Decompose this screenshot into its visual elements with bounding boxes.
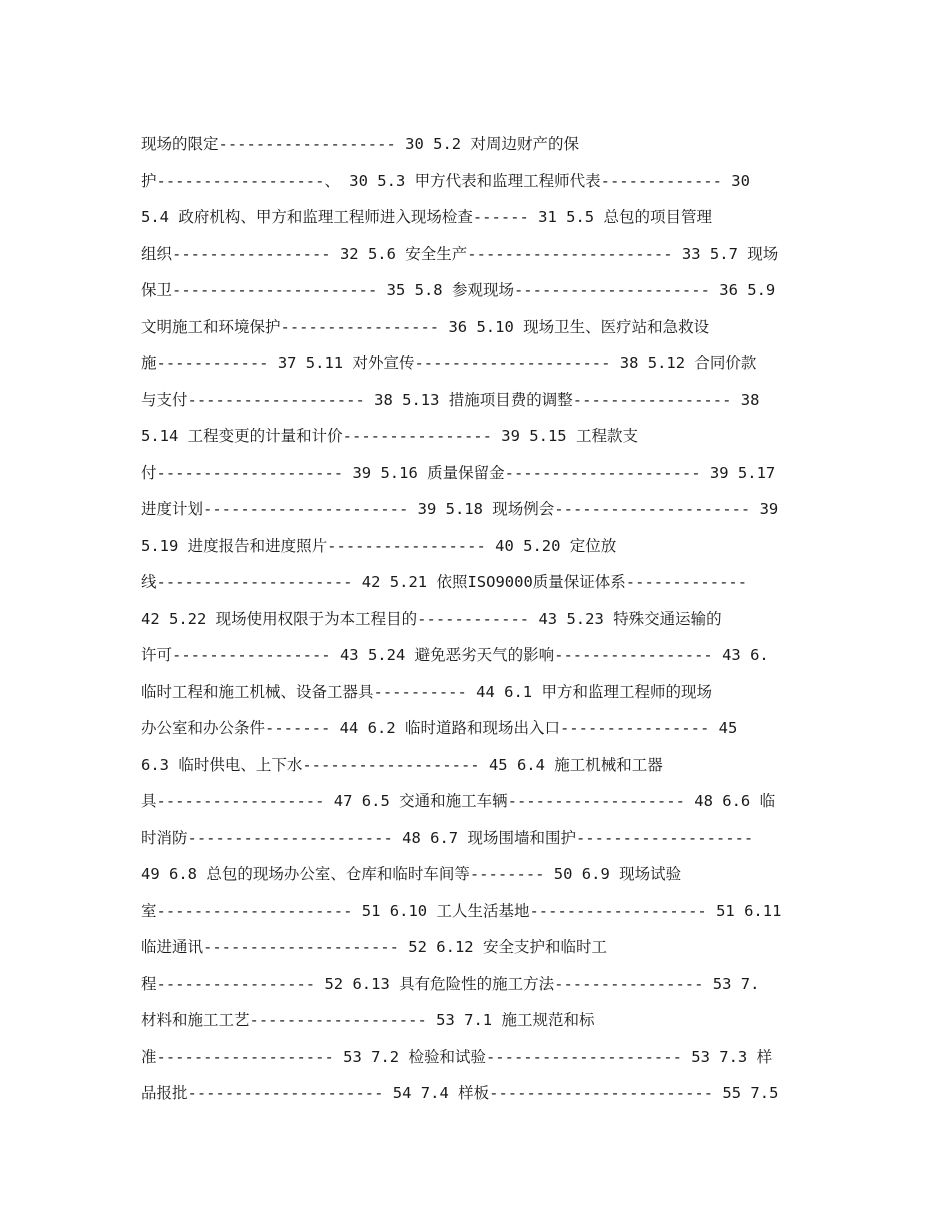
toc-line: 付-------------------- 39 5.16 质量保留金--------------------- 39 5.17 bbox=[141, 463, 776, 482]
toc-line: 42 5.22 现场使用权限于为本工程目的------------ 43 5.23 特殊交通运输的 bbox=[141, 609, 722, 628]
toc-line: 临时工程和施工机械、设备工器具---------- 44 6.1 甲方和监理工程师的现场 bbox=[141, 682, 712, 701]
toc-line: 具------------------ 47 6.5 交通和施工车辆------------------- 48 6.6 临 bbox=[141, 792, 776, 810]
toc-line: 进度计划---------------------- 39 5.18 现场例会--------------------- 39 bbox=[141, 500, 779, 518]
toc-line: 室--------------------- 51 6.10 工人生活基地------------------- 51 6.11 bbox=[141, 901, 782, 920]
toc-line: 许可----------------- 43 5.24 避免恶劣天气的影响----------------- 43 6. bbox=[141, 646, 769, 664]
toc-line: 5.19 进度报告和进度照片----------------- 40 5.20 定位放 bbox=[141, 536, 617, 555]
toc-line: 准------------------- 53 7.2 检验和试验--------------------- 53 7.3 样 bbox=[141, 1047, 773, 1066]
toc-line: 时消防---------------------- 48 6.7 现场围墙和围护------------------- bbox=[141, 828, 754, 847]
toc-line: 保卫---------------------- 35 5.8 参观现场--------------------- 36 5.9 bbox=[141, 281, 776, 299]
toc-line: 材料和施工工艺------------------- 53 7.1 施工规范和标 bbox=[141, 1011, 595, 1029]
toc-line: 线--------------------- 42 5.21 依照ISO9000质量保证体系------------- bbox=[141, 573, 748, 591]
toc-line: 护------------------、 30 5.3 甲方代表和监理工程师代表------------- 30 bbox=[141, 171, 750, 190]
toc-line: 5.14 工程变更的计量和计价---------------- 39 5.15 工程款支 bbox=[141, 427, 638, 445]
toc-line: 文明施工和环境保护----------------- 36 5.10 现场卫生、医疗站和急救设 bbox=[141, 317, 710, 336]
toc-line: 品报批--------------------- 54 7.4 样板------------------------ 55 7.5 bbox=[141, 1084, 779, 1102]
toc-line: 程----------------- 52 6.13 具有危险性的施工方法---------------- 53 7. bbox=[141, 974, 760, 993]
toc-line: 办公室和办公条件------- 44 6.2 临时道路和现场出入口---------------- 45 bbox=[141, 719, 738, 737]
toc-line: 临进通讯--------------------- 52 6.12 安全支护和临时工 bbox=[141, 938, 607, 956]
toc-line: 组织----------------- 32 5.6 安全生产---------------------- 33 5.7 现场 bbox=[141, 244, 779, 263]
toc-line: 现场的限定------------------- 30 5.2 对周边财产的保 bbox=[141, 135, 579, 153]
toc-line: 5.4 政府机构、甲方和监理工程师进入现场检查------ 31 5.5 总包的项目管理 bbox=[141, 208, 712, 226]
toc-line: 与支付------------------- 38 5.13 措施项目费的调整----------------- 38 bbox=[141, 390, 760, 409]
toc-line: 施------------ 37 5.11 对外宣传--------------------- 38 5.12 合同价款 bbox=[141, 354, 757, 372]
table-of-contents bbox=[141, 126, 809, 1112]
toc-line: 49 6.8 总包的现场办公室、仓库和临时车间等-------- 50 6.9 现场试验 bbox=[141, 865, 682, 883]
toc-line: 6.3 临时供电、上下水------------------- 45 6.4 施工机械和工器 bbox=[141, 755, 663, 774]
